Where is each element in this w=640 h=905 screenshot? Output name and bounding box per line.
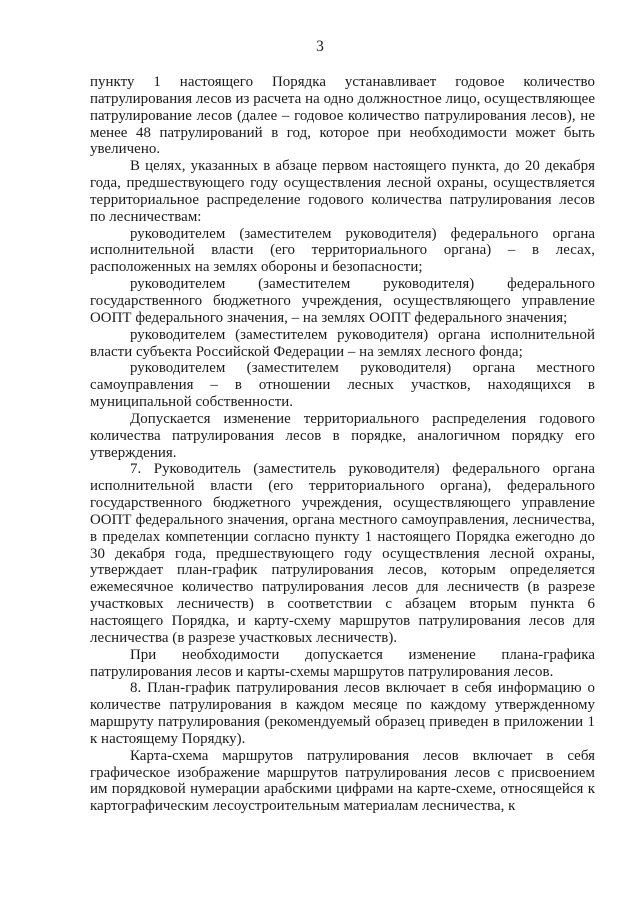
paragraph: руководителем (заместителем руководителя) органа местного самоуправления – в отношении лесных участков, находящихся в муниципальной собственности. <box>90 360 595 411</box>
paragraph: При необходимости допускается изменение плана-графика патрулирования лесов и карты-схемы маршрутов патрулирования лесов. <box>90 646 595 680</box>
paragraph: пункту 1 настоящего Порядка устанавливает годовое количество патрулирования лесов из расчета на одно должностное лицо, осуществляющее патрулирование лесов (далее – годовое количество патрулирования лесов), не менее 48 патрулирований в год, которое при необходимости может быть увеличено. <box>90 74 595 158</box>
paragraph: Допускается изменение территориального распределения годового количества патрулирования лесов в порядке, аналогичном порядку его утверждения. <box>90 410 595 461</box>
paragraph: руководителем (заместителем руководителя) органа исполнительной власти субъекта Российской Федерации – на землях лесного фонда; <box>90 326 595 360</box>
page-number: 3 <box>316 38 324 55</box>
paragraph: 7. Руководитель (заместитель руководителя) федерального органа исполнительной власти (его территориального органа), федерального государственного бюджетного учреждения, осуществляющего управление ООПТ федерального значения, органа местного самоуправления, лесничества, в пределах компетенции согласно пункту 1 настоящего Порядка ежегодно до 30 декабря года, предшествующего году осуществления лесной охраны, утверждает план-график патрулирования лесов, которым определяется ежемесячное количество патрулирования лесов для лесничеств (в разрезе участковых лесничеств) в соответствии с абзацем вторым пункта 6 настоящего Порядка, и карту-схему маршрутов патрулирования лесов для лесничества (в разрезе участковых лесничеств). <box>90 461 595 646</box>
paragraph: 8. План-график патрулирования лесов включает в себя информацию о количестве патрулирования в каждом месяце по каждому утвержденному маршруту патрулирования (рекомендуемый образец приведен в приложении 1 к настоящему Порядку). <box>90 680 595 747</box>
paragraph: В целях, указанных в абзаце первом настоящего пункта, до 20 декабря года, предшествующего году осуществления лесной охраны, осуществляется территориальное распределение годового количества патрулирования лесов по лесничествам: <box>90 158 595 225</box>
paragraph: руководителем (заместителем руководителя) федерального органа исполнительной власти (его территориального органа) – в лесах, расположенных на землях обороны и безопасности; <box>90 225 595 276</box>
paragraph: руководителем (заместителем руководителя) федерального государственного бюджетного учреждения, осуществляющего управление ООПТ федерального значения, – на землях ООПТ федерального значения; <box>90 276 595 326</box>
document-body <box>90 74 595 815</box>
paragraph: Карта-схема маршрутов патрулирования лесов включает в себя графическое изображение маршрутов патрулирования лесов с присвоением им порядковой нумерации арабскими цифрами на карте-схеме, относящейся к картографическим лесоустроительным материалам лесничества, к <box>90 747 595 815</box>
